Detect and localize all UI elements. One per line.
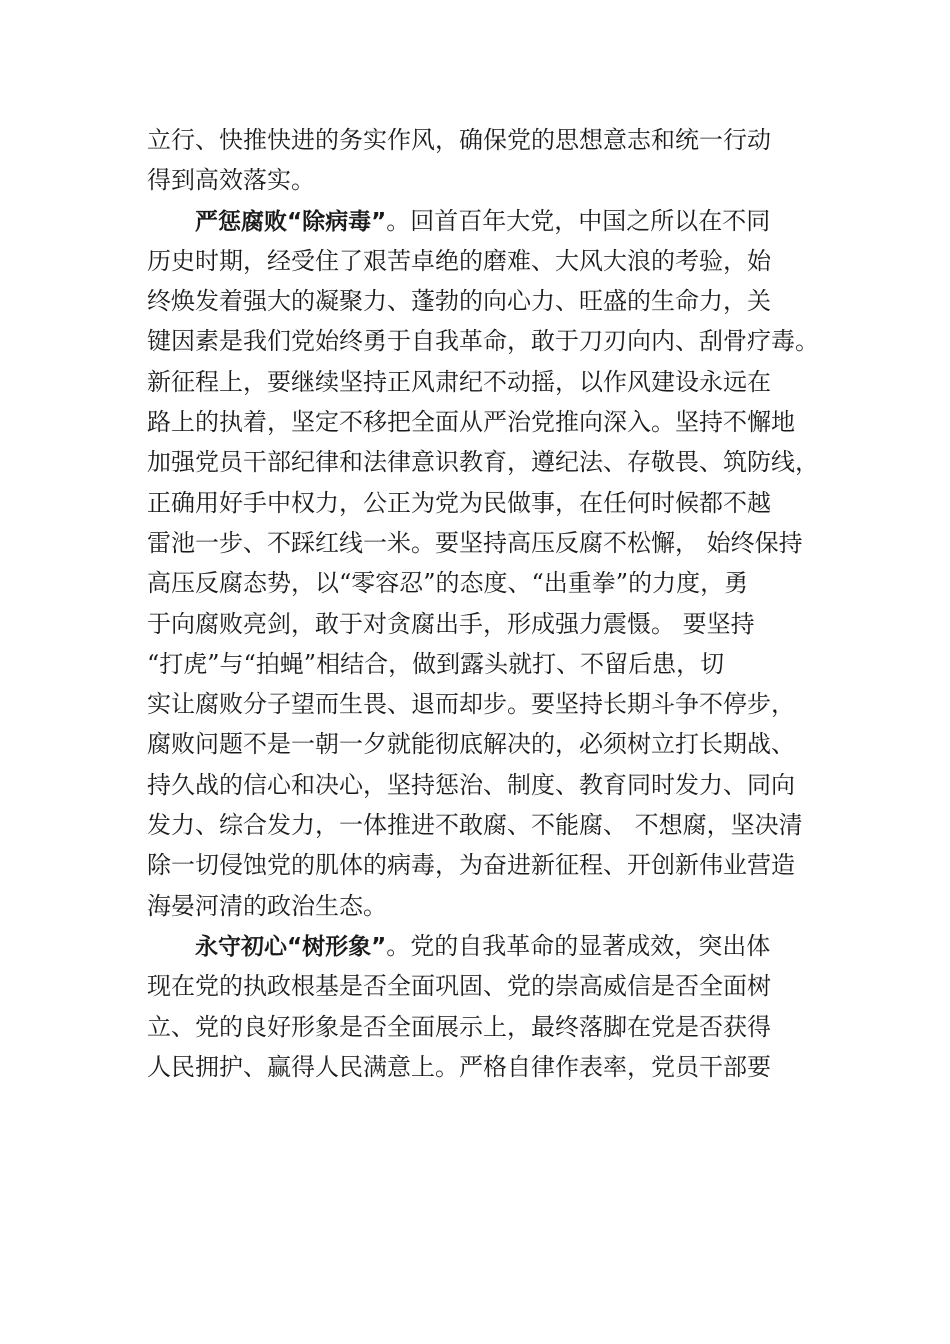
text-line: 除一切侵蚀党的肌体的病毒，为奋进新征程、开创新伟业营造 xyxy=(147,851,795,880)
text-line: 新征程上，要继续坚持正风肃纪不动摇，以作风建设永远在 xyxy=(147,367,771,396)
text-line: 高压反腐态势，以“零容忍”的态度、“出重拳”的力度，勇 xyxy=(147,569,749,598)
text-line: 终焕发着强大的凝聚力、蓬勃的向心力、旺盛的生命力，关 xyxy=(147,287,771,316)
text-line: 得到高效落实。 xyxy=(147,166,315,195)
text-line: 雷池一步、不踩红线一米。要坚持高压反腐不松懈， 始终保持 xyxy=(147,528,803,557)
text-line-content: 。党的自我革命的显著成效，突出体 xyxy=(386,931,771,960)
text-line: 正确用好手中权力，公正为党为民做事，在任何时候都不越 xyxy=(147,488,771,517)
text-line: 加强党员干部纪律和法律意识教育，遵纪法、存敬畏、筑防线， xyxy=(147,448,819,477)
text-line: 腐败问题不是一朝一夕就能彻底解决的，必须树立打长期战、 xyxy=(147,730,795,759)
text-line: 发力、综合发力，一体推进不敢腐、不能腐、 不想腐，坚决清 xyxy=(147,811,803,840)
section-heading: 严惩腐败“除病毒” xyxy=(195,208,387,235)
text-line: 实让腐败分子望而生畏、退而却步。要坚持长期斗争不停步， xyxy=(147,690,795,719)
text-line: 于向腐败亮剑，敢于对贪腐出手，形成强力震慑。 要坚持 xyxy=(147,609,755,638)
text-line: 立行、快推快进的务实作风，确保党的思想意志和统一行动 xyxy=(147,126,771,154)
text-line: 持久战的信心和决心，坚持惩治、制度、教育同时发力、同向 xyxy=(147,770,795,799)
paragraph-start-line xyxy=(147,926,847,966)
text-line: “打虎”与“拍蝇”相结合，做到露头就打、不留后患，切 xyxy=(147,649,725,678)
paragraph-start-line xyxy=(147,201,847,241)
text-line: 键因素是我们党始终勇于自我革命，敢于刀刃向内、刮骨疗毒。 xyxy=(147,327,819,356)
text-line: 立、党的良好形象是否全面展示上，最终落脚在党是否获得 xyxy=(147,1012,771,1041)
document-body xyxy=(147,120,847,1087)
text-line-content: 。回首百年大党，中国之所以在不同 xyxy=(386,206,771,235)
text-line: 历史时期，经受住了艰苦卓绝的磨难、大风大浪的考验，始 xyxy=(147,246,771,275)
text-line: 路上的执着，坚定不移把全面从严治党推向深入。坚持不懈地 xyxy=(147,408,795,437)
text-line: 人民拥护、赢得人民满意上。严格自律作表率，党员干部要 xyxy=(147,1052,771,1081)
text-line: 海晏河清的政治生态。 xyxy=(147,891,387,920)
text-line: 现在党的执政根基是否全面巩固、党的崇高威信是否全面树 xyxy=(147,972,771,1001)
section-heading: 永守初心“树形象” xyxy=(195,933,387,960)
